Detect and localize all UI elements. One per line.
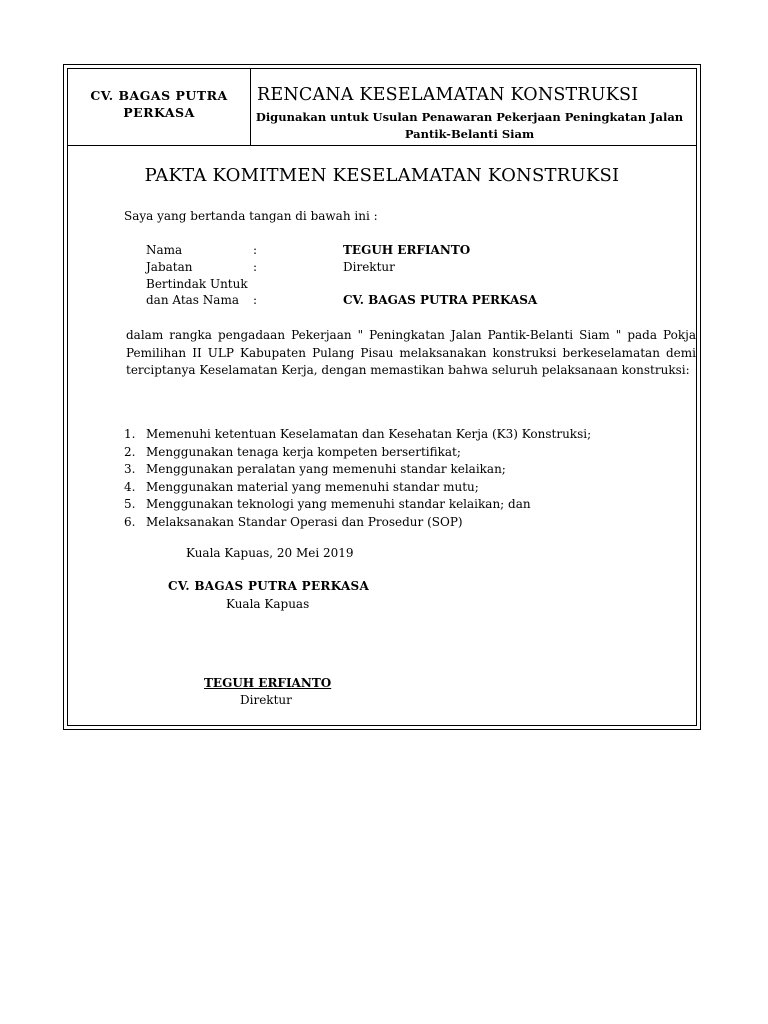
field-label-bertindak: Bertindak Untuk bbox=[146, 277, 248, 291]
list-item bbox=[124, 444, 591, 462]
company-cell bbox=[68, 69, 251, 145]
field-colon-nama: : bbox=[253, 243, 258, 257]
title-cell bbox=[253, 69, 696, 145]
document-frame bbox=[63, 64, 701, 730]
signature-city: Kuala Kapuas bbox=[226, 597, 310, 611]
field-value-atas-nama: CV. BAGAS PUTRA PERKASA bbox=[343, 293, 538, 307]
signature-company: CV. BAGAS PUTRA PERKASA bbox=[168, 579, 370, 593]
list-item-text: Menggunakan peralatan yang memenuhi standar kelaikan; bbox=[146, 462, 506, 476]
list-item-number: 6. bbox=[124, 514, 136, 529]
list-item-number: 5. bbox=[124, 497, 136, 511]
intro-text: Saya yang bertanda tangan di bawah ini : bbox=[124, 209, 378, 223]
signature-place-date: Kuala Kapuas, 20 Mei 2019 bbox=[186, 546, 354, 560]
list-item-text: Menggunakan teknologi yang memenuhi standar kelaikan; dan bbox=[146, 497, 531, 511]
field-colon-jabatan: : bbox=[253, 260, 258, 274]
field-value-jabatan: Direktur bbox=[343, 260, 395, 274]
list-item-number: 2. bbox=[124, 444, 136, 459]
list-item bbox=[124, 461, 591, 479]
list-item-text: Memenuhi ketentuan Keselamatan dan Kesehatan Kerja (K3) Konstruksi; bbox=[146, 427, 592, 441]
signature-name: TEGUH ERFIANTO bbox=[204, 676, 332, 690]
document-header bbox=[68, 69, 696, 146]
field-value-nama: TEGUH ERFIANTO bbox=[343, 243, 471, 257]
document-title: RENCANA KESELAMATAN KONSTRUKSI bbox=[257, 85, 639, 105]
pakta-title: PAKTA KOMITMEN KESELAMATAN KONSTRUKSI bbox=[144, 165, 620, 186]
list-item bbox=[124, 514, 591, 532]
document-body bbox=[68, 146, 696, 725]
list-item-text: Menggunakan tenaga kerja kompeten bersertifikat; bbox=[146, 444, 461, 459]
list-item-number: 3. bbox=[124, 462, 136, 476]
list-item bbox=[124, 496, 591, 514]
field-label-atas-nama: dan Atas Nama bbox=[146, 293, 239, 307]
document-inner-frame bbox=[67, 68, 697, 726]
document-subtitle: Digunakan untuk Usulan Penawaran Pekerjaan Peningkatan Jalan Pantik-Belanti Siam bbox=[255, 110, 684, 141]
header-company-name: CV. BAGAS PUTRA PERKASA bbox=[90, 88, 228, 120]
list-item bbox=[124, 426, 591, 444]
list-item-number: 1. bbox=[124, 427, 136, 441]
field-label-nama: Nama bbox=[146, 243, 183, 257]
list-item-text: Menggunakan material yang memenuhi standar mutu; bbox=[146, 479, 479, 494]
commitment-list bbox=[124, 426, 591, 531]
signature-role: Direktur bbox=[240, 693, 292, 707]
commitment-paragraph: dalam rangka pengadaan Pekerjaan " Peningkatan Jalan Pantik-Belanti Siam " pada Pokja Pemilihan II ULP Kabupaten Pulang Pisau melaksanakan konstruksi berkeselamatan demi terciptanya Keselamatan Kerja, dengan memastikan bahwa seluruh pelaksanaan konstruksi: bbox=[126, 328, 696, 377]
list-item bbox=[124, 479, 591, 497]
list-item-number: 4. bbox=[124, 479, 136, 494]
list-item-text: Melaksanakan Standar Operasi dan Prosedur (SOP) bbox=[146, 514, 463, 529]
field-label-jabatan: Jabatan bbox=[146, 260, 193, 274]
field-colon-atas-nama: : bbox=[253, 293, 258, 307]
